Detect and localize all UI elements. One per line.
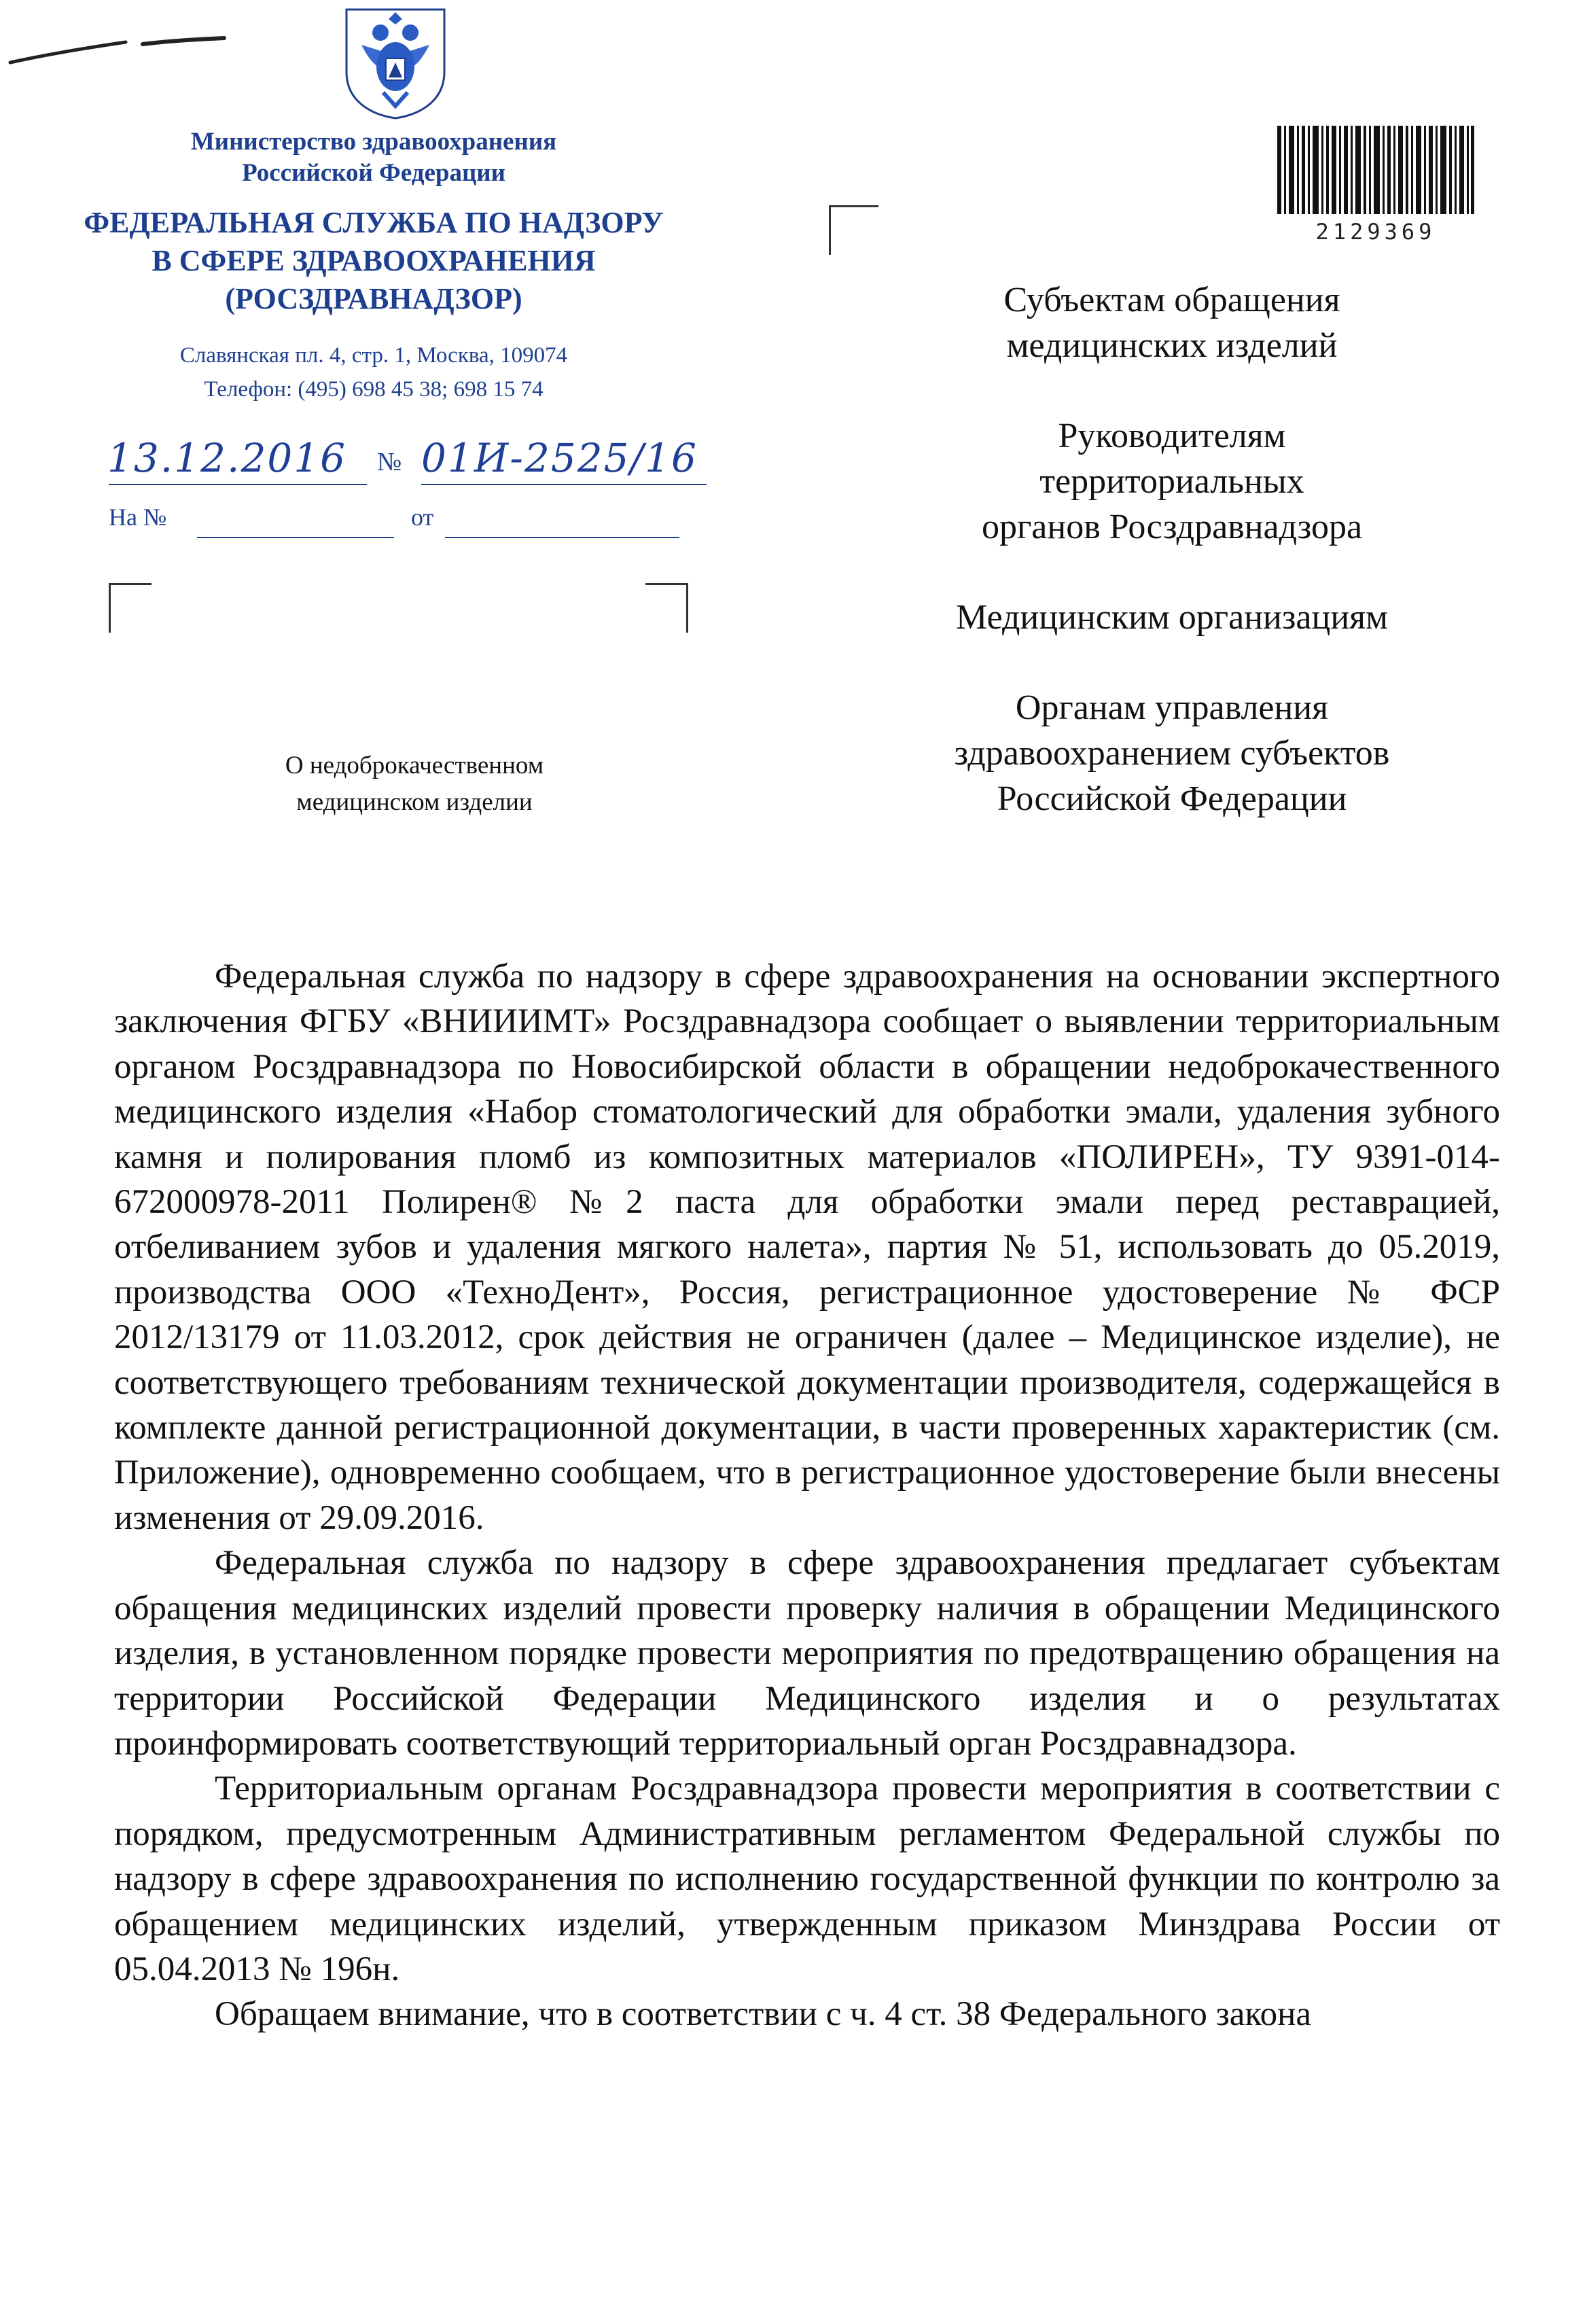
date-underline xyxy=(109,484,367,485)
reference-from-label: от xyxy=(411,504,434,531)
scan-pen-mark xyxy=(7,20,231,75)
registration-date: 13.12.2016 xyxy=(107,435,347,481)
letter-body xyxy=(114,954,1500,2037)
body-paragraph-2: Федеральная служба по надзору в сфере здравоохранения предлагает субъектам обращения медицинских изделий провести проверку наличия в обращении Медицинского изделия, в установленном порядке провести мероприятия по предотвращению обращения на территории Российской Федерации Медицинского изделия и о результатах проинформировать соответствующий территориальный орган Росздравнадзора. xyxy=(114,1544,1500,1763)
body-paragraph-4: Обращаем внимание, что в соответствии с ч. 4 ст. 38 Федерального закона xyxy=(215,1995,1312,2034)
sender-letterhead xyxy=(68,126,679,406)
body-paragraph-1: Федеральная служба по надзору в сфере здравоохранения на основании экспертного заключения ФГБУ «ВНИИИМТ» Росздравнадзора сообщает о выявлении территориальным органом Росздравнадзора по Новосибирской области в обращении недоброкачественного медицинского изделия «Набор стоматологический для обработки эмали, удаления зубного камня и полирования пломб из композитных материалов «ПОЛИРЕН», ТУ 9391-014-672000978-2011 Полирен® №2 паста для обработки эмали перед реставрацией, отбеливанием зубов и удаления мягкого налета», партия № 51, использовать до 05.2019, производства ООО «ТехноДент», Россия, регистрационное удостоверение № ФСР 2012/13179 от 11.03.2012, срок действия не ограничен (далее – Медицинское изделие), не соответствующего требованиям технической документации производителя, содержащейся в комплекте данной регистрационной документации, в части проверенных характеристик (см. Приложение), одновременно сообщаем, что в регистрационное удостоверение были внесены изменения от 29.09.2016. xyxy=(114,957,1500,1537)
service-name xyxy=(68,204,679,318)
service-name-line3: (РОСЗДРАВНАДЗОР) xyxy=(225,282,522,315)
service-name-line1: ФЕДЕРАЛЬНАЯ СЛУЖБА ПО НАДЗОРУ xyxy=(84,206,664,239)
address-corner-right xyxy=(645,583,688,633)
subject-line2: медицинском изделии xyxy=(296,788,533,816)
barcode xyxy=(1277,126,1474,214)
barcode-number: 2129369 xyxy=(1315,219,1436,245)
subject-line1: О недоброкачественном xyxy=(285,752,544,779)
registration-number: 01И-2525/16 xyxy=(421,435,698,481)
reference-from-row xyxy=(411,503,433,531)
reference-row xyxy=(109,503,166,531)
recipients-block xyxy=(883,277,1461,866)
recipient-medical-device-subjects: Субъектам обращения медицинских изделий xyxy=(1003,281,1340,365)
sender-phone: Телефон: (495) 698 45 38; 698 15 74 xyxy=(204,377,544,402)
recipient-territorial-heads: Руководителям территориальных органов Росздравнадзора xyxy=(981,417,1363,546)
reference-number-blank xyxy=(197,537,394,538)
registration-number-sign: № xyxy=(377,448,402,476)
sender-street: Славянская пл. 4, стр. 1, Москва, 109074 xyxy=(179,343,568,368)
coat-of-arms-emblem xyxy=(341,4,450,121)
reference-label: На № xyxy=(109,504,167,531)
body-paragraph-3: Территориальным органам Росздравнадзора провести мероприятия в соответствии с порядком, предусмотренным Административным регламентом Федеральной службы по надзору в сфере здравоохранения по исполнению государственной функции по контролю за обращением медицинских изделий, утвержденным приказом Минздрава России от 05.04.2013 № 196н. xyxy=(114,1770,1500,1988)
sender-address xyxy=(68,338,679,406)
recipient-medical-organizations: Медицинским организациям xyxy=(956,598,1388,637)
ministry-name-line2: Российской Федерации xyxy=(242,159,505,187)
recipient-health-authorities: Органам управления здравоохранением субъектов Российской Федерации xyxy=(954,688,1390,818)
ministry-name-line1: Министерство здравоохранения xyxy=(190,128,557,156)
number-underline xyxy=(421,484,707,485)
address-corner-left xyxy=(109,583,152,633)
recipient-corner xyxy=(829,205,878,255)
reference-date-blank xyxy=(445,537,679,538)
letter-subject xyxy=(204,747,625,821)
service-name-line2: В СФЕРЕ ЗДРАВООХРАНЕНИЯ xyxy=(152,244,596,277)
